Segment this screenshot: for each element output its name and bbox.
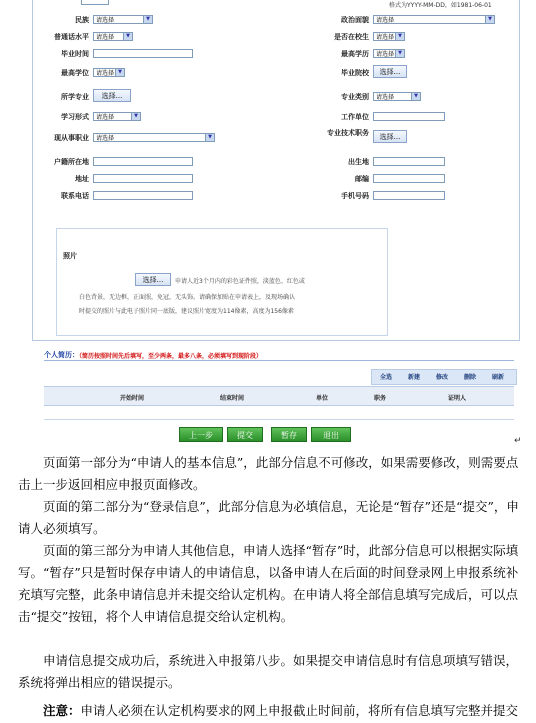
chevron-down-icon: ▼ (123, 33, 132, 40)
chevron-down-icon: ▼ (395, 50, 404, 57)
submit-button[interactable]: 提交 (227, 427, 263, 442)
zaixiao-select[interactable]: 请选择 ▼ (373, 32, 405, 41)
xuewei-select[interactable]: 请选择 ▼ (93, 68, 125, 77)
col-position: 职务 (374, 395, 387, 402)
doc-paragraph-4: 申请信息提交成功后，系统进入申报第八步。如果提交申请信息时有信息项填写错误，系统将弹出相应的错误提示。 (18, 653, 519, 690)
form-screenshot (14, 0, 510, 450)
resume-toolbar (371, 369, 517, 385)
select-all-button[interactable]: 全选 (380, 374, 393, 381)
divider (44, 360, 514, 361)
label-xuexi: 学习形式 (61, 113, 89, 121)
label-shouji: 手机号码 (341, 192, 369, 200)
biye-time-input[interactable] (93, 49, 193, 58)
note-text: 申请人必须在认定机构要求的网上申报截止时间前，将所有信息填写完整并提交 (80, 703, 519, 718)
save-draft-button[interactable]: 暂存 (271, 427, 307, 442)
label-minzu: 民族 (75, 16, 89, 24)
label-youbian: 邮编 (355, 175, 369, 183)
exit-button[interactable]: 退出 (311, 427, 351, 442)
new-button[interactable]: 新建 (408, 374, 421, 381)
col-start: 开始时间 (120, 395, 145, 402)
leibie-select[interactable]: 请选择 ▼ (373, 92, 421, 101)
label-dianhua: 联系电话 (61, 192, 89, 200)
photo-note-line-1: 申请人近3个月内的彩色证件照，淡蓝色、红色或 (175, 278, 305, 285)
photo-section (56, 228, 388, 336)
doc-note (18, 700, 530, 722)
zhengzhi-select[interactable]: 请选择 ▼ (373, 15, 495, 24)
label-zhengzhi: 政治面貌 (341, 16, 369, 24)
chevron-down-icon: ▼ (485, 16, 494, 23)
label-biye-time: 毕业时间 (61, 50, 89, 58)
doc-paragraph-1: 页面第一部分为“申请人的基本信息”，此部分信息不可修改，如果需要修改，则需要点击上一步返回相应申报页面修改。 (18, 455, 519, 492)
chusheng-input[interactable] (373, 157, 445, 166)
label-danwei: 工作单位 (341, 113, 369, 121)
label-xueli: 最高学历 (341, 50, 369, 58)
col-referee: 证明人 (448, 395, 467, 402)
label-yuanxiao: 毕业院校 (341, 69, 369, 77)
top-select-partial[interactable] (81, 0, 109, 5)
hukou-input[interactable] (93, 157, 193, 166)
label-chusheng: 出生地 (348, 158, 369, 166)
danwei-input[interactable] (373, 112, 445, 121)
yuanxiao-choose-button[interactable]: 选择... (373, 65, 407, 78)
dizhi-input[interactable] (93, 174, 193, 183)
prev-step-button[interactable]: 上一步 (179, 427, 223, 442)
chevron-down-icon: ▼ (205, 134, 214, 141)
resume-table-header (44, 386, 514, 406)
chevron-down-icon: ▼ (143, 16, 152, 23)
chevron-down-icon: ▼ (395, 33, 404, 40)
chevron-down-icon: ▼ (411, 93, 420, 100)
refresh-button[interactable]: 刷新 (492, 374, 505, 381)
photo-note-line-3: 时提交的照片与此电子照片同一底版，建议照片宽度为114像素，高度为156像素 (79, 308, 294, 315)
label-leibie: 专业类别 (341, 93, 369, 101)
date-format-hint: 格式为YYYY-MM-DD，如1981-06-01 (389, 2, 492, 9)
col-unit: 单位 (316, 395, 329, 402)
chevron-down-icon: ▼ (131, 113, 140, 120)
putonghua-select[interactable]: 请选择 ▼ (93, 32, 133, 41)
resume-title: 个人简历： (44, 351, 79, 359)
photo-note-line-2: 白色背景，无边框，正面照，免冠，无头饰。请确保加贴在申请表上，及现场确认 (79, 294, 296, 301)
xueli-select[interactable]: 请选择 ▼ (373, 49, 405, 58)
youbian-input[interactable] (373, 174, 445, 183)
chevron-down-icon: ▼ (115, 69, 124, 76)
xuexi-select[interactable]: 请选择 ▼ (93, 112, 141, 121)
resume-table-body (44, 405, 514, 420)
label-zaixiao: 是否在校生 (334, 33, 369, 41)
doc-paragraph-2: 页面的第二部分为“登录信息”，此部分信息为必填信息，无论是“暂存”还是“提交”，申请人必须填写。 (18, 499, 519, 536)
label-xuewei: 最高学位 (61, 69, 89, 77)
label-dizhi: 地址 (75, 175, 89, 183)
label-zhiye: 现从事职业 (54, 134, 89, 142)
label-putonghua: 普通话水平 (54, 33, 89, 41)
col-end: 结束时间 (220, 395, 245, 402)
delete-button[interactable]: 删除 (464, 374, 477, 381)
label-photo: 照片 (63, 252, 77, 260)
label-zhuanye: 所学专业 (61, 93, 89, 101)
minzu-select[interactable]: 请选择 ▼ (93, 15, 153, 24)
dianhua-input[interactable] (93, 191, 193, 200)
resume-note: （简历按照时间先后填写，至少两条，最多八条，必须填写到现阶段） (76, 353, 263, 360)
shouji-input[interactable] (373, 191, 445, 200)
return-mark: ↵ (514, 436, 522, 446)
zhiye-select[interactable]: 请选择 ▼ (93, 133, 215, 142)
doc-paragraph-3: 页面的第三部分为申请人其他信息，申请人选择“暂存”时，此部分信息可以根据实际填写。“暂存”只是暂时保存申请人的申请信息，以备申请人在后面的时间登录网上申报系统补充填写完整，此条申请信息并未提交给认定机构。在申请人将全部信息填写完成后，可以点击“提交”按钮，将个人申请信息提交给认定机构。 (18, 543, 519, 624)
edit-button[interactable]: 修改 (436, 374, 449, 381)
photo-choose-button[interactable]: 选择... (135, 273, 171, 286)
zhuanye-choose-button[interactable]: 选择... (93, 89, 131, 102)
zhicheng-choose-button[interactable]: 选择... (373, 130, 407, 143)
label-zhicheng: 专业技术职务 (327, 129, 369, 137)
label-hukou: 户籍所在地 (54, 158, 89, 166)
note-label: 注意： (43, 703, 81, 718)
